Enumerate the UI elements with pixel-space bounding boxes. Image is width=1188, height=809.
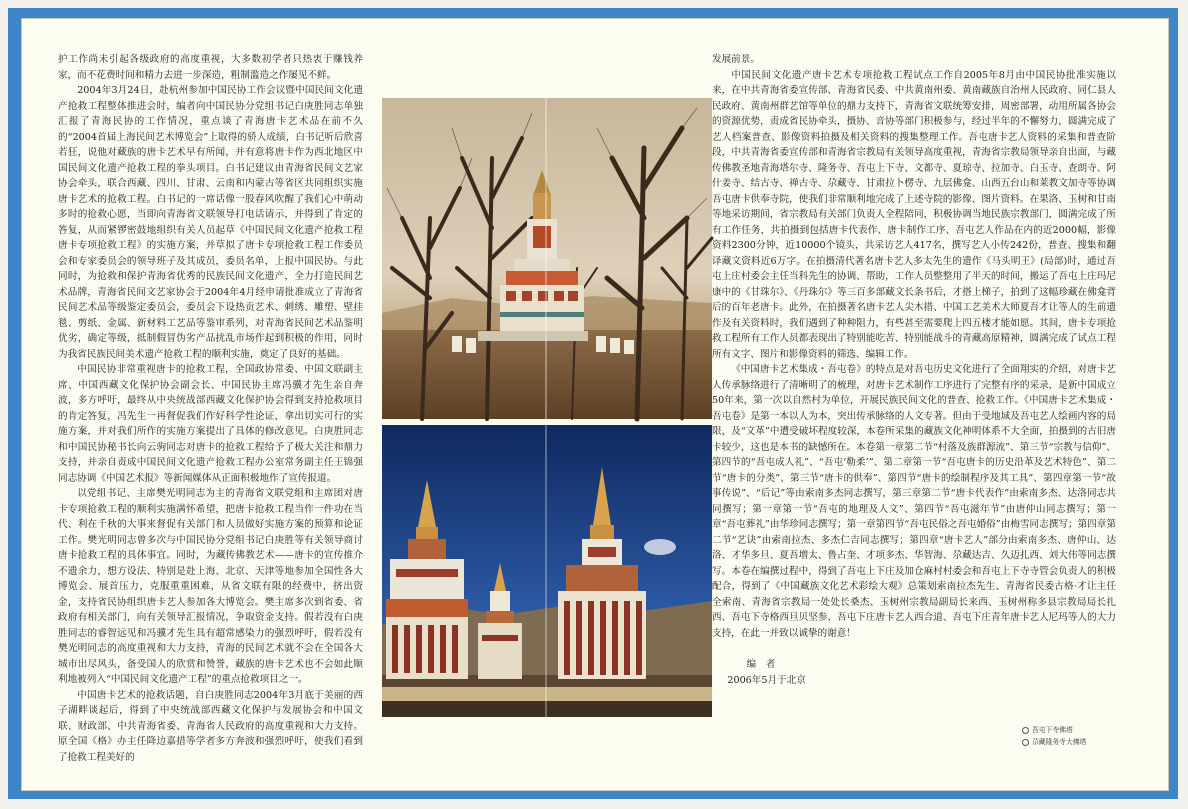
left-text-column bbox=[58, 52, 363, 763]
caption-item bbox=[1022, 724, 1142, 736]
photo-captions bbox=[1022, 724, 1142, 748]
signature-date: 2006年5月于北京 bbox=[727, 674, 806, 686]
caption-bullet-icon bbox=[1022, 727, 1029, 734]
caption-item bbox=[1022, 736, 1142, 748]
left-paragraph-3: 中国民协非常重视唐卡的抢救工程，全国政协常委、中国文联副主席、中国西藏文化保护协会副会长、中国民协主席冯骥才先生亲自奔波，多方呼吁，最终从中央统战部西藏文化保护协会得到支持抢救项目的肯定答复，冯先生一再督促我们作好科学性论证，拿出切实可行的实施方案，并对我们所作的实施方案提出了具体的修改意见。白庚胜同志和中国民协秘书长向云驹同志对唐卡的抢救工程给予了极大关注和鼎力支持，并亲自责成中国民间文化遗产抢救工程办公室常务副主任王锦强同志协调《中国艺术报》等新闻媒体从正面积极地作了宣传报道。 bbox=[58, 364, 363, 484]
right-paragraph-1: 发展前景。 bbox=[712, 54, 760, 65]
stupa-photo-blue-sky bbox=[382, 425, 712, 717]
left-paragraph-1: 护工作尚未引起各级政府的高度重视，大多数初学者只热衷于赚钱养家，而不花费时间和精力去进一步深造，粗制滥造之作屡见不鲜。 bbox=[58, 54, 363, 81]
right-paragraph-2: 中国民间文化遗产唐卡艺术专项抢救工程试点工作自2005年8月由中国民协批准实施以来，在中共青海省委宣传部、青海省民委、中共黄南州委、黄南藏族自治州人民政府、同仁县人民政府、黄南州群艺馆等单位的鼎力支持下，青海省文联统筹安排，周密部署，动用所属各协会的资源优势，责成省民协牵头，摄协、音协等部门积极参与，经过半年的不懈努力，圆满完成了艺人档案普查、影像资料拍摄及相关资料的搜集整理工作。吾屯唐卡艺人资料的采集和普查阶段，中共青海省委宣传部和青海省宗教局有关领导高度重视，青海省宗教局领导亲自出面，与藏传佛教圣地青海塔尔寺、隆务寺、吾屯上下寺、文都寺、夏琼寺、拉加寺、白玉寺、查朗寺、阿什姜寺、结古寺、禅古寺、尕藏寺、甘肃拉卜楞寺、九层佛龛、山西五台山和莱教文加寺等协调吾屯唐卡供奉寺院，使我们非常顺利地完成了上述寺院的影像、图片资料。在果洛、玉树和甘南等地采访期间，省宗教局有关部门负责人全程陪同，积极协调当地民族宗教部门，圆满完成了所有工作任务，共拍摄到包括唐卡代表作、唐卡制作工序、吾屯艺人作品在内的近2000幅，影像资料2300分钟，近10000个镜头，共采访艺人417名，撰写艺人小传242份，普查、搜集和翻译藏文资料近6万字。在拍摄清代著名唐卡艺人多太先生的遗作《马头明王》(局部)时，通过吾屯上庄村委会主任当科先生的协调、帮助，工作人员整整用了半天的时间，搬运了吾屯上庄玛尼康中的《甘珠尔》、《丹珠尔》等三百多部藏文长条书后，才搭上梯子，拍到了这幅珍藏在佛龛背后的百年老唐卡。此外，在拍摄著名唐卡艺人尖木措、中国工艺美术大师夏吾才让等人的生前遗作及有关资料时，我们遇到了种种阻力，有些甚至需要爬上四五楼才能如愿。其间，唐卡专项抢救工程所有工作人员都表现出了特别能吃苦、特别能战斗的青藏高原精神，圆满完成了试点工程所有文字、图片和影像资料的筛选、编辑工作。 bbox=[712, 69, 1116, 360]
caption-bullet-icon bbox=[1022, 739, 1029, 746]
left-paragraph-2: 2004年3月24日，赴杭州参加中国民协工作会议暨中国民间文化遗产抢救工程整体推进会时，编者向中国民协分党组书记白庚胜同志单独汇报了青海民协的工作情况，重点谈了青海唐卡艺术品在前不久的“2004首届上海民间艺术博览会”上取得的骄人成绩，白书记听后欣喜若狂，说他对藏族的唐卡艺术早有所闻，并有意将唐卡作为西北地区中国民间文化遗产抢救工程的拳头项目。白书记建议由青海省民间文艺家协会牵头，联合西藏、四川、甘肃、云南和内蒙古等省区共同组织实施唐卡艺术的抢救工程。白书记的一席话像一股春风吹醒了我们心中萌动多时的抢救心愿，当即向青海省文联领导打电话请示，并得到了肯定的答复，从而紧锣密鼓地组织有关人员起草《中国民间文化遗产抢救工程唐卡专项抢救工程》的实施方案，并草拟了唐卡专项抢救工程工作委员会和专家委员会的领导班子及其成员，委员名单，上报中国民协。与此同时，为抢救和保护青海省优秀的民族民间文化遗产，全力打造民间艺术品牌，青海省民间文艺家协会于2004年4月经申请批准成立了青海省民间艺术品等级鉴定委员会，委员会下设热贡艺术、刺绣、雕塑、壁挂毯、剪纸、金属、新材料工艺品等鉴审系列，对青海省民间艺术品鉴明优劣，确定等级，抵制假冒伪劣产品扰乱市场作起到积极的作用，同时为我省民族民间美术遗产抢救工程的顺利实施，奠定了良好的基础。 bbox=[58, 85, 363, 360]
right-paragraph-3: 《中国唐卡艺术集成・吾屯卷》的特点是对吾屯历史文化进行了全面翔实的介绍，对唐卡艺人传承脉络进行了清晰明了的梳理，对唐卡艺术制作工序进行了完整有序的采录，是新中国成立50年来，第一次以自然村为单位，开展民族民间文化的普查、抢救工作。《中国唐卡艺术集成・吾屯卷》是第一本以人为本，突出传承脉络的人文专著。但由于受地域及吾屯艺人绘画内容的局限，及“文革”中遭受破坏程度较深，本卷所采集的藏族文化神明体系不大全面，拍摄到的古旧唐卡较少，这也是本书的缺憾所在。本卷第一章第二节“村落及族群源流”、第三节“宗教与信仰”、第四节的“吾屯成人礼”、“吾屯‘勒柔’”、第二章第一节“吾屯唐卡的历史沿革及艺术特色”、第二节“唐卡的分类”、第三节“唐卡的供奉”、第四节“唐卡的绘制程序及其工具”、第四章第一节“故事传说”、“后记”等由索南多杰同志撰写，第三章第二节“唐卡代表作”由索南多杰、达洛同志共同撰写；第一章第一节“吾屯的地理及人文”、第四节“吾屯滋年节”由唐仲山同志撰写；第一章“吾屯葬礼”由华珍同志撰写；第一章第四节“吾屯民俗之吾屯婚俗”由梅雪同志撰写；第四章第二节“艺诀”由索南拉杰、多杰仁吉同志撰写；第四章“唐卡艺人”部分由索南多杰、唐仲山、达洛、才华多旦、夏吾增太、鲁占奎、才项多杰、华智海、尕藏达吉、久迈扎西、刘大伟等同志撰写。本卷在编撰过程中，得到了吾屯上下庄及加仓麻村村委会和吾屯上下寺寺管会负责人的积极配合，得到了《中国藏族文化艺术彩绘大观》总策划索南拉杰先生、青海省民委古格·才让主任全索南、青海省宗教局一处处长桑杰、玉树州宗教局副局长来西、玉树州称多县宗教局局长扎西、吾屯下寺格西旦贝坚参、吾屯下庄唐卡艺人西合道、吾屯下庄青年唐卡艺人尼玛等人的大力支持，在此一并致以诚挚的谢意！ bbox=[712, 364, 1116, 639]
right-text-column bbox=[712, 52, 1116, 692]
stupa-photo-winter-trees bbox=[382, 98, 712, 419]
signature-name: 编 者 bbox=[746, 659, 776, 670]
left-paragraph-4: 以党组书记、主席樊光明同志为主的青海省文联党组和主席团对唐卡专项抢救工程的顺利实施满怀希望，把唐卡抢救工程当作一件功在当代、利在千秋的大事来督促有关部门和人员做好实施方案的预算和论证工作。樊光明同志曾多次与中国民协分党组书记白庚胜等有关领导商讨唐卡抢救工程的具体事宜。同时，为藏传佛教艺术——唐卡的宣传推介不遗余力，想方设法、特别是赴上海、北京、天津等地参加全国性各大博览会、展首压力，克服重重困难，从省文联有限的经费中，挤出资金，支持省民协组织唐卡艺人参加各大博览会。樊主席多次到省委、省政府有相关部门，向有关领导汇报情况，争取资金支持。假若没有白庚胜同志的睿智远见和冯骥才先生具有超常感染力的强烈呼吁，假若没有樊光明同志的高度重视和大力支持，青海的民间艺术就不会在全国各大城市出尽风头，备受国人的欣赏和赞誉，藏族的唐卡艺术也不会如此顺利地被列入“中国民间文化遗产工程”的重点抢救项目之一。 bbox=[58, 488, 363, 685]
signature-block bbox=[712, 657, 1116, 688]
caption-text: 吾屯下寺佛塔 bbox=[1032, 726, 1073, 734]
caption-text: 尕藏隆务寺大佛塔 bbox=[1032, 738, 1087, 746]
left-paragraph-5: 中国唐卡艺术的抢救话题，自白庚胜同志2004年3月底于美丽的西子湖畔谈起后，得到了中央统战部西藏文化保护与发展协会和中国文联、财政部、中共青海省委、青海省人民政府的高度重视和大力支持。原全国《格》办主任降边嘉措等学者多方奔波和强烈呼吁，使我们看到了抢救工程美好的 bbox=[58, 689, 363, 763]
